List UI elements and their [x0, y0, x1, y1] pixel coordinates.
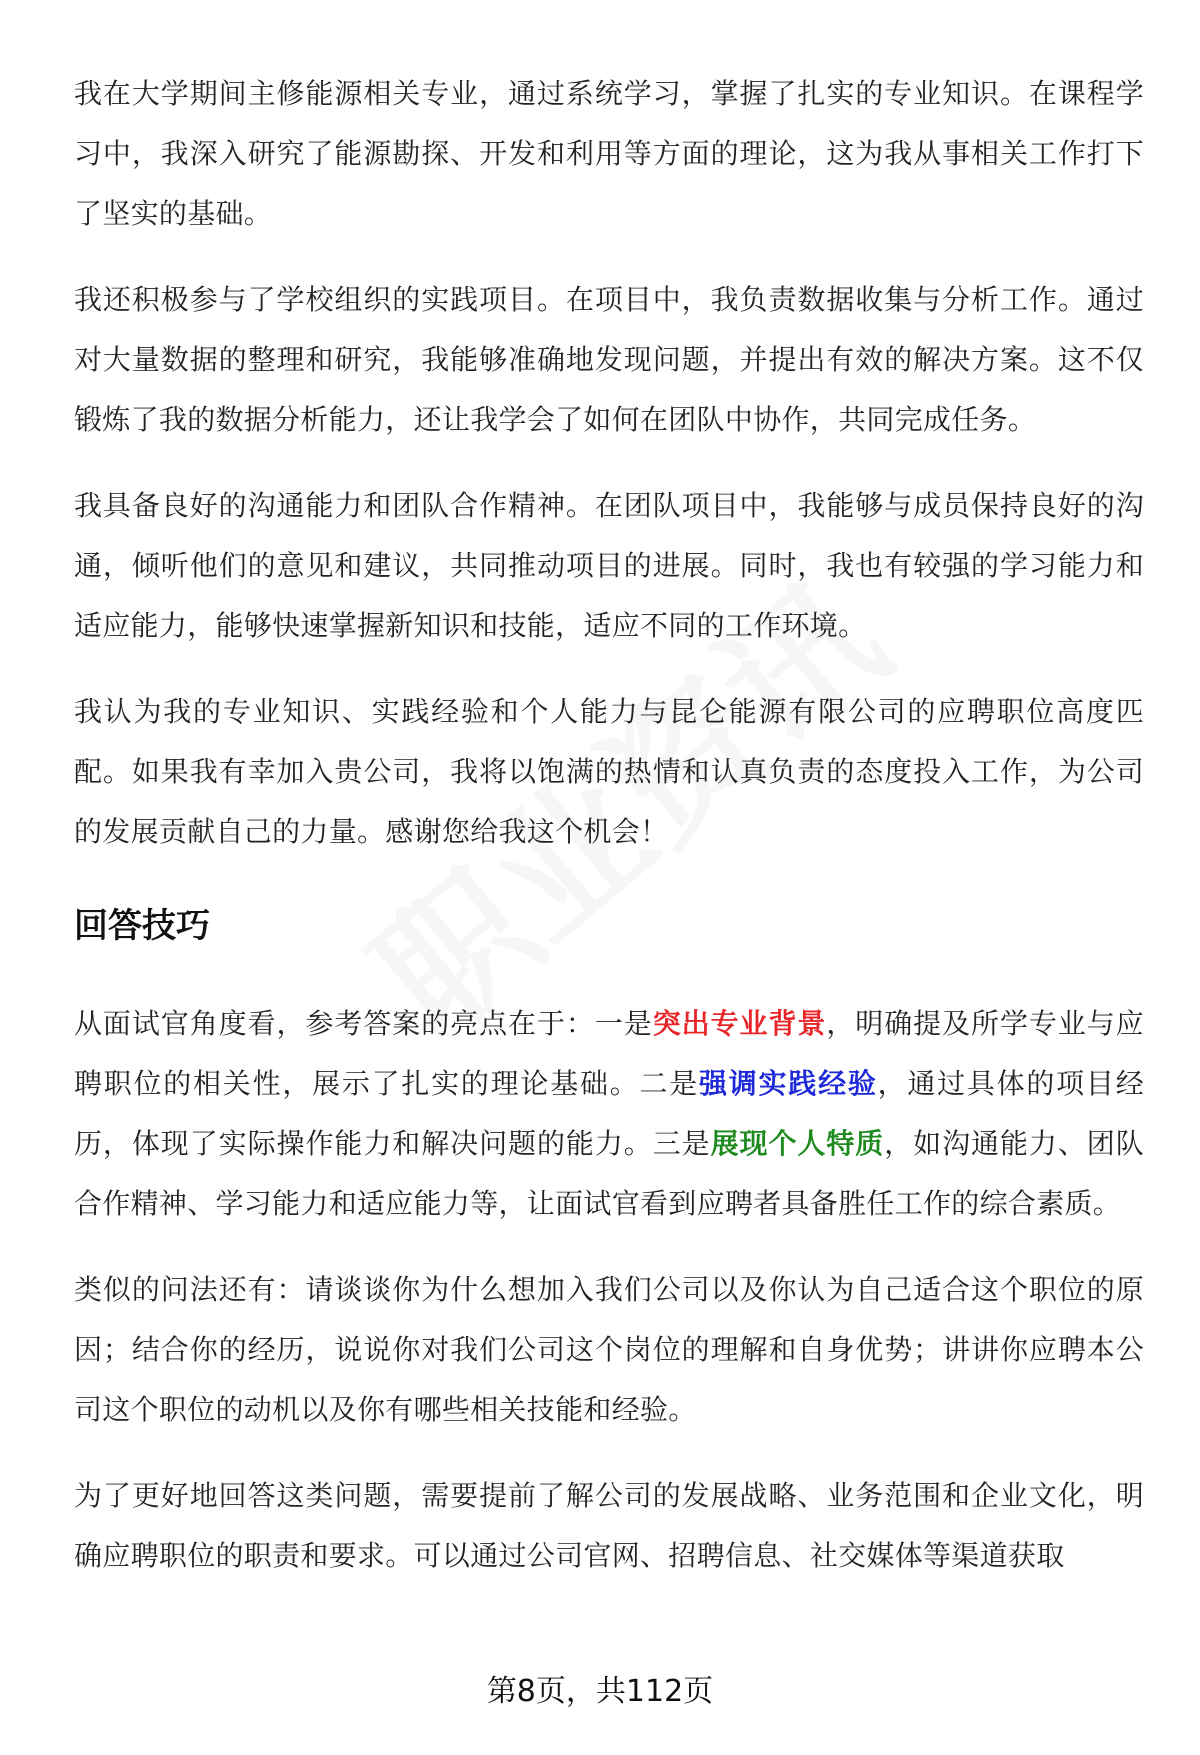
paragraph-similar-questions: 类似的问法还有：请谈谈你为什么想加入我们公司以及你认为自己适合这个职位的原因；结合你的经历，说说你对我们公司这个岗位的理解和自身优势；讲讲你应聘本公司这个职位的动机以及你有哪些相关技能和经验。: [74, 1273, 1144, 1426]
section-heading: 回答技巧: [74, 906, 210, 946]
paragraph-abilities: 我具备良好的沟通能力和团队合作精神。在团队项目中，我能够与成员保持良好的沟通，倾听他们的意见和建议，共同推动项目的进展。同时，我也有较强的学习能力和适应能力，能够快速掌握新知识和技能，适应不同的工作环境。: [74, 489, 1144, 642]
paragraph-practice: 我还积极参与了学校组织的实践项目。在项目中，我负责数据收集与分析工作。通过对大量数据的整理和研究，我能够准确地发现问题，并提出有效的解决方案。这不仅锻炼了我的数据分析能力，还让我学会了如何在团队中协作，共同完成任务。: [74, 283, 1144, 436]
paragraph-preparation: 为了更好地回答这类问题，需要提前了解公司的发展战略、业务范围和企业文化，明确应聘职位的职责和要求。可以通过公司官网、招聘信息、社交媒体等渠道获取: [74, 1479, 1144, 1572]
paragraph-conclusion: 我认为我的专业知识、实践经验和个人能力与昆仑能源有限公司的应聘职位高度匹配。如果我有幸加入贵公司，我将以饱满的热情和认真负责的态度投入工作，为公司的发展贡献自己的力量。感谢您给我这个机会！: [74, 695, 1144, 848]
highlight-professional-background: 突出专业背景: [652, 1007, 827, 1040]
tips-text-1: 从面试官角度看，参考答案的亮点在于：一是: [74, 1007, 653, 1040]
highlight-personal-traits: 展现个人特质: [710, 1127, 885, 1160]
page-number: 第8页，共112页: [486, 1674, 714, 1709]
paragraph-education: 我在大学期间主修能源相关专业，通过系统学习，掌握了扎实的专业知识。在课程学习中，我深入研究了能源勘探、开发和利用等方面的理论，这为我从事相关工作打下了坚实的基础。: [74, 77, 1144, 230]
paragraph-tips: [74, 994, 1144, 1234]
highlight-practical-experience: 强调实践经验: [699, 1067, 878, 1100]
tips-text-4: ，如沟通能力、团队合作精神、学习能力和适应能力等，让面试官看到应聘者具备胜任工作的综合素质。: [74, 1127, 1145, 1220]
tips-text-2: ，明确提及所学专业与应聘职位的相关性，展示了扎实的理论基础。二是: [74, 1007, 1144, 1100]
tips-text-3: ，通过具体的项目经历，体现了实际操作能力和解决问题的能力。三是: [74, 1067, 1144, 1160]
document-body: [74, 64, 1144, 1612]
